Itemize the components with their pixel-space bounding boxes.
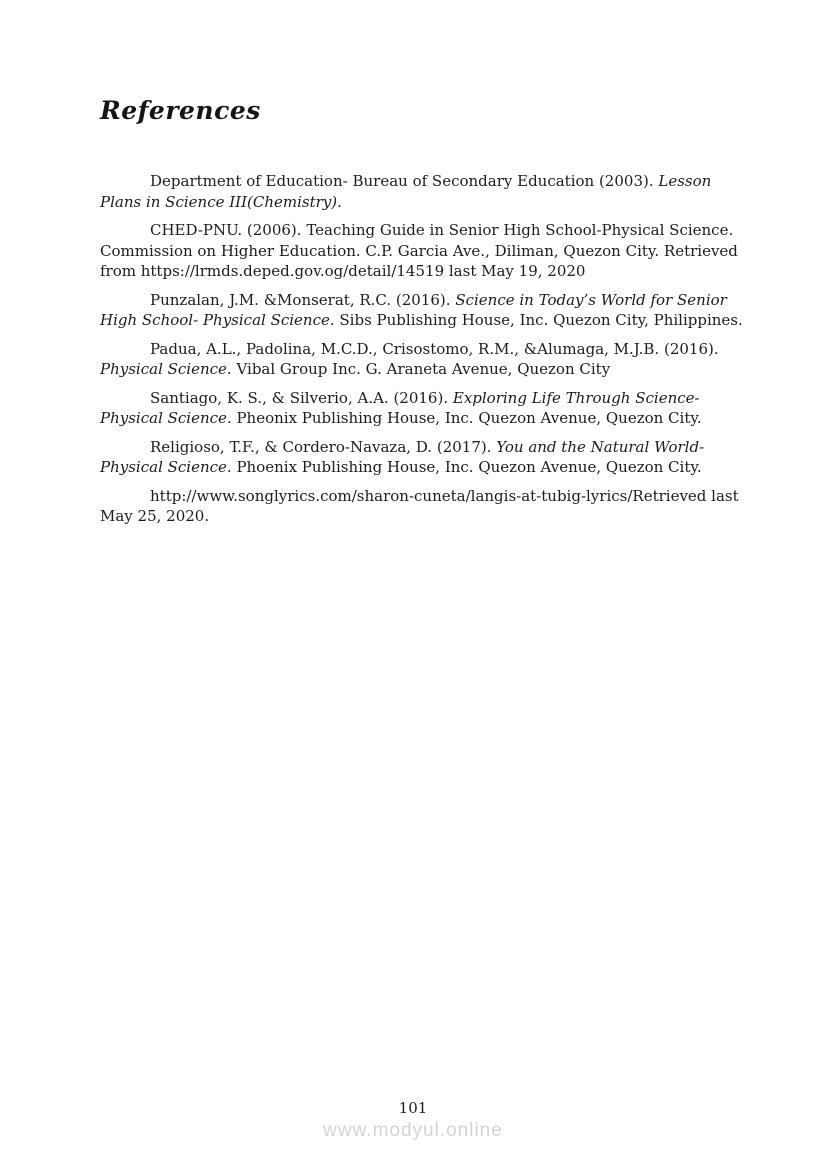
reference-entry — [100, 388, 754, 429]
watermark: www.modyul.online — [323, 1120, 503, 1141]
reference-entry — [100, 171, 754, 212]
reference-title: Physical Science — [100, 360, 227, 378]
reference-entry — [100, 290, 754, 331]
page-content — [100, 96, 754, 535]
reference-entry — [100, 220, 754, 282]
reference-entry — [100, 339, 754, 380]
references-list — [100, 171, 754, 527]
reference-url: http://www.songlyrics.com/sharon-cuneta/langis-at-tubig-lyrics/Retrieved last May 25, 2020. — [100, 486, 739, 525]
reference-text: . Phoenix Publishing House, Inc. Quezon Avenue, Quezon City. — [226, 458, 702, 476]
reference-text: . Vibal Group Inc. G. Araneta Avenue, Quezon City — [226, 360, 611, 378]
reference-title: Exploring Life Through Science-Physical Science — [100, 388, 700, 427]
reference-title: Science in Today’s World for Senior High School- Physical Science — [100, 290, 727, 329]
page-title: References — [100, 96, 261, 125]
reference-title: Lesson Plans in Science III(Chemistry). — [100, 172, 712, 211]
reference-text: Santiago, K. S., & Silverio, A.A. (2016). — [150, 388, 453, 407]
reference-text: Padua, A.L., Padolina, M.C.D., Crisostomo, R.M., &Alumaga, M.J.B. (2016). — [150, 339, 719, 358]
reference-text: Punzalan, J.M. &Monserat, R.C. (2016). — [150, 290, 456, 309]
reference-text: CHED-PNU. (2006). Teaching Guide in Senior High School-Physical Science. Commission on Higher Education. C.P. Garcia Ave., Diliman, Quezon City. Retrieved from https://lrmds.deped.gov.og/detail/14519 last May 19, 2020 — [100, 221, 738, 280]
reference-text: . Sibs Publishing House, Inc. Quezon City, Philippines. — [329, 311, 743, 329]
page-number: 101 — [398, 1099, 428, 1117]
reference-text: . Pheonix Publishing House, Inc. Quezon Avenue, Quezon City. — [226, 409, 702, 427]
reference-title: You and the Natural World- Physical Science — [100, 437, 705, 476]
reference-entry — [100, 486, 754, 527]
reference-text: Religioso, T.F., & Cordero-Navaza, D. (2017). — [150, 437, 497, 456]
reference-entry — [100, 437, 754, 478]
reference-text: Department of Education- Bureau of Secondary Education (2003). — [150, 172, 659, 190]
